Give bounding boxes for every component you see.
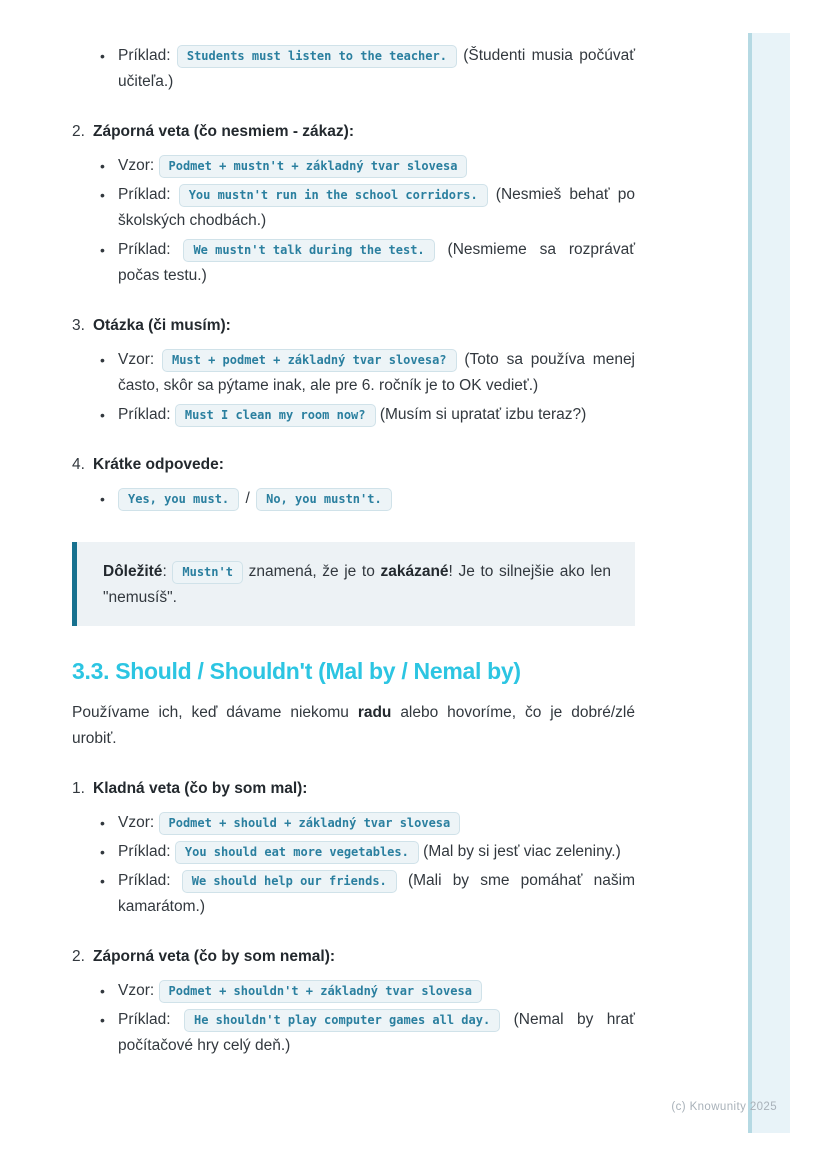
list-item xyxy=(72,839,635,865)
section-short-answers xyxy=(72,452,635,512)
item-label: Príklad: xyxy=(118,186,171,203)
inline-code-chip: Podmet + shouldn't + základný tvar slovesa xyxy=(159,980,482,1003)
inline-code-chip: You mustn't run in the school corridors. xyxy=(179,184,488,207)
item-translation: (Nemal by hrať počítačové hry celý deň.) xyxy=(118,1011,635,1054)
item-translation: (Musím si upratať izbu teraz?) xyxy=(379,406,587,423)
callout-bold-word: zakázané xyxy=(380,563,449,580)
callout-text-end: ! Je to silnejšie ako len "nemusíš". xyxy=(103,563,612,606)
example-list xyxy=(72,978,635,1059)
section-title: Kladná veta (čo by som mal): xyxy=(93,780,308,797)
list-item xyxy=(72,182,635,234)
section-negative-should xyxy=(72,944,635,1059)
numbered-heading xyxy=(72,119,635,145)
item-translation: (Mali by sme pomáhať našim kamarátom.) xyxy=(118,872,635,915)
item-label: Príklad: xyxy=(118,872,171,889)
bullet-icon: • xyxy=(100,491,105,507)
item-label: Vzor: xyxy=(118,982,155,999)
bullet-icon: • xyxy=(100,242,105,258)
example-list-intro xyxy=(72,43,635,95)
important-callout xyxy=(72,542,635,626)
inline-code-chip: Yes, you must. xyxy=(118,488,239,511)
list-item xyxy=(72,868,635,920)
example-list xyxy=(72,347,635,428)
list-item xyxy=(72,486,635,512)
item-label: Vzor: xyxy=(118,157,155,174)
list-item xyxy=(72,402,635,428)
list-item xyxy=(72,347,635,399)
item-translation: (Študenti musia počúvať učiteľa.) xyxy=(118,47,636,90)
bullet-icon: • xyxy=(100,873,105,889)
paragraph-text: Používame ich, keď dávame niekomu xyxy=(72,704,349,721)
bullet-icon: • xyxy=(100,1012,105,1028)
copyright-footer: (c) Knowunity 2025 xyxy=(671,1101,777,1113)
inline-code-chip: You should eat more vegetables. xyxy=(175,841,419,864)
callout-bold-label: Dôležité xyxy=(103,563,163,580)
numbered-heading xyxy=(72,452,635,478)
item-label: Vzor: xyxy=(118,814,155,831)
list-number: 1. xyxy=(72,780,85,797)
section-question-must xyxy=(72,313,635,428)
list-number: 3. xyxy=(72,317,85,334)
item-label: Príklad: xyxy=(118,241,171,258)
list-item xyxy=(72,237,635,289)
section-title: Záporná veta (čo by som nemal): xyxy=(93,948,336,965)
section-title: Záporná veta (čo nesmiem - zákaz): xyxy=(93,123,354,140)
item-translation: (Nesmieš behať po školských chodbách.) xyxy=(118,186,636,229)
inline-code-chip: Students must listen to the teacher. xyxy=(177,45,457,68)
section-title: Otázka (či musím): xyxy=(93,317,231,334)
paragraph-bold-word: radu xyxy=(357,704,392,721)
list-item xyxy=(72,1007,635,1059)
list-number: 2. xyxy=(72,123,85,140)
numbered-heading xyxy=(72,313,635,339)
callout-text xyxy=(103,559,611,611)
item-label: Príklad: xyxy=(118,406,171,423)
bullet-icon: • xyxy=(100,187,105,203)
list-item xyxy=(72,810,635,836)
section-positive-should xyxy=(72,776,635,920)
list-item xyxy=(72,43,635,95)
callout-text-mid: znamená, že je to xyxy=(248,563,375,580)
item-translation: (Mal by si jesť viac zeleniny.) xyxy=(423,843,621,860)
item-label: Príklad: xyxy=(118,47,171,64)
section-heading: 3.3. Should / Shouldn't (Mal by / Nemal by) xyxy=(72,658,521,684)
bullet-icon: • xyxy=(100,352,105,368)
example-list xyxy=(72,810,635,920)
paragraph-text: alebo hovoríme, čo je dobré/zlé urobiť. xyxy=(72,704,635,747)
bullet-icon: • xyxy=(100,983,105,999)
bullet-icon: • xyxy=(100,407,105,423)
inline-code-chip: Must I clean my room now? xyxy=(175,404,376,427)
inline-code-chip: He shouldn't play computer games all day. xyxy=(184,1009,500,1032)
list-item xyxy=(72,153,635,179)
inline-code-chip: Podmet + should + základný tvar slovesa xyxy=(159,812,461,835)
page-edge-bar xyxy=(748,33,790,1133)
item-label: Príklad: xyxy=(118,1011,171,1028)
list-item xyxy=(72,978,635,1004)
inline-code-chip: Must + podmet + základný tvar slovesa? xyxy=(162,349,457,372)
answers-separator: / xyxy=(245,490,250,507)
answers-list xyxy=(72,486,635,512)
item-label: Vzor: xyxy=(118,351,155,368)
numbered-heading xyxy=(72,944,635,970)
list-number: 4. xyxy=(72,456,85,473)
inline-code-chip: Mustn't xyxy=(172,561,243,584)
bullet-icon: • xyxy=(100,844,105,860)
item-translation: (Nesmieme sa rozprávať počas testu.) xyxy=(118,241,636,284)
document-content xyxy=(72,40,635,1062)
bullet-icon: • xyxy=(100,158,105,174)
section-intro-paragraph xyxy=(72,700,635,752)
callout-colon: : xyxy=(162,563,167,580)
section-negative-must xyxy=(72,119,635,289)
section-title: Krátke odpovede: xyxy=(93,456,224,473)
inline-code-chip: We should help our friends. xyxy=(182,870,397,893)
inline-code-chip: We mustn't talk during the test. xyxy=(183,239,434,262)
item-translation: (Toto sa používa menej často, skôr sa pýtame inak, ale pre 6. ročník je to OK vedieť.) xyxy=(118,351,636,394)
numbered-heading xyxy=(72,776,635,802)
bullet-icon: • xyxy=(100,815,105,831)
inline-code-chip: No, you mustn't. xyxy=(256,488,392,511)
item-label: Príklad: xyxy=(118,843,171,860)
inline-code-chip: Podmet + mustn't + základný tvar slovesa xyxy=(159,155,468,178)
list-number: 2. xyxy=(72,948,85,965)
example-list xyxy=(72,153,635,289)
bullet-icon: • xyxy=(100,48,105,64)
